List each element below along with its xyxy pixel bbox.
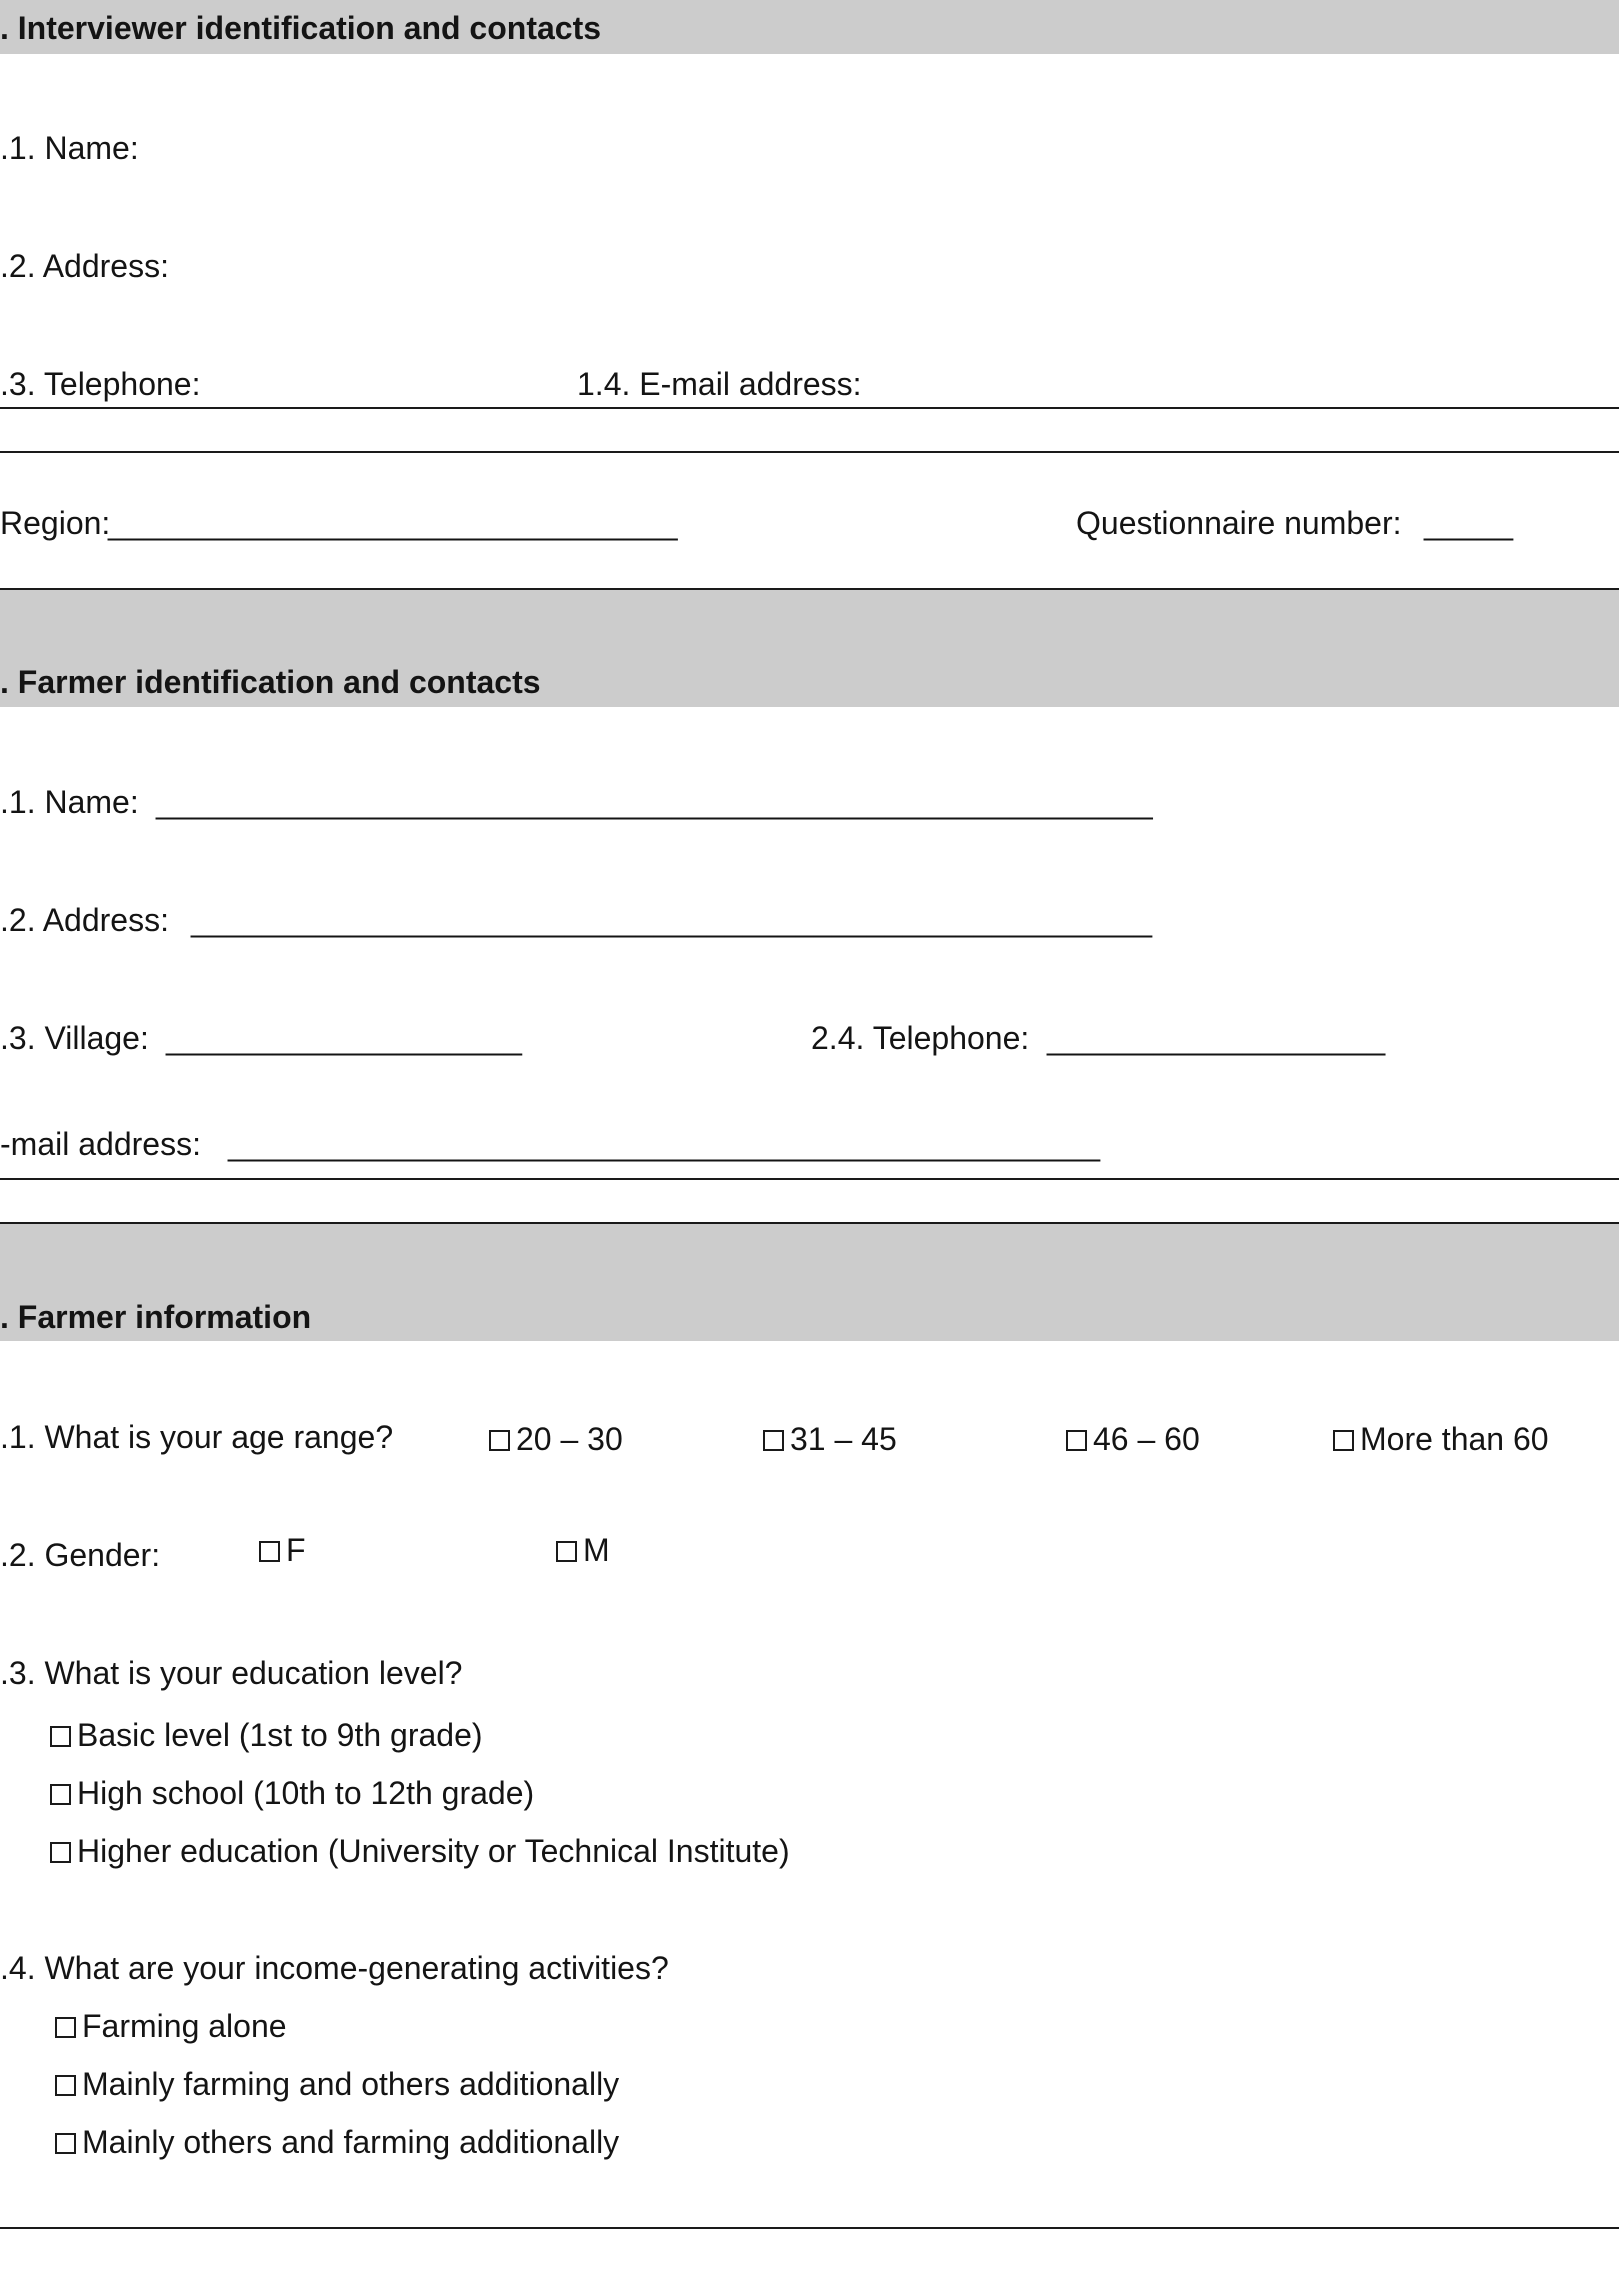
questionnaire-number-label: Questionnaire number: (1076, 505, 1402, 541)
income-option-mainly-others[interactable]: Mainly others and farming additionally (55, 2122, 619, 2162)
farmer-village-label: .3. Village: (0, 1020, 149, 1056)
farmer-address-field[interactable]: ______________________________________________________ (191, 902, 1153, 938)
farmer-address-label: .2. Address: (0, 902, 169, 938)
age-range-question: .1. What is your age range? (0, 1419, 394, 1455)
checkbox-icon[interactable] (55, 2017, 76, 2038)
age-option-more-than-60[interactable]: More than 60 (1333, 1419, 1549, 1459)
farmer-telephone-label: 2.4. Telephone: (811, 1020, 1030, 1056)
income-option-farming-alone[interactable]: Farming alone (55, 2006, 287, 2046)
checkbox-icon[interactable] (1066, 1430, 1087, 1451)
divider (0, 2227, 1619, 2229)
divider (0, 1178, 1619, 1180)
education-question: .3. What is your education level? (0, 1655, 463, 1691)
farmer-name-field[interactable]: ________________________________________________________ (156, 784, 1153, 820)
checkbox-icon[interactable] (556, 1541, 577, 1562)
divider (0, 451, 1619, 453)
section-2-heading: . Farmer identification and contacts (0, 664, 541, 700)
checkbox-icon[interactable] (259, 1541, 280, 1562)
interviewer-telephone-label: .3. Telephone: (0, 366, 201, 402)
income-option-mainly-farming[interactable]: Mainly farming and others additionally (55, 2064, 619, 2104)
divider (0, 407, 1619, 409)
farmer-email-label: -mail address: (0, 1126, 201, 1162)
checkbox-icon[interactable] (50, 1784, 71, 1805)
checkbox-icon[interactable] (489, 1430, 510, 1451)
section-1-heading: . Interviewer identification and contacts (0, 10, 602, 46)
region-label: Region: (0, 505, 111, 541)
age-option-20-30[interactable]: 20 – 30 (489, 1419, 623, 1459)
checkbox-icon[interactable] (763, 1430, 784, 1451)
checkbox-icon[interactable] (55, 2075, 76, 2096)
education-option-high-school[interactable]: High school (10th to 12th grade) (50, 1773, 534, 1813)
age-option-46-60[interactable]: 46 – 60 (1066, 1419, 1200, 1459)
income-activities-question: .4. What are your income-generating activities? (0, 1950, 669, 1986)
interviewer-email-label: 1.4. E-mail address: (577, 366, 862, 402)
farmer-name-label: .1. Name: (0, 784, 139, 820)
interviewer-address-label: .2. Address: (0, 248, 169, 284)
gender-option-m[interactable]: M (556, 1530, 610, 1570)
farmer-email-field[interactable]: _________________________________________________ (228, 1126, 1101, 1162)
education-option-basic[interactable]: Basic level (1st to 9th grade) (50, 1715, 483, 1755)
gender-question: .2. Gender: (0, 1537, 161, 1573)
education-option-higher[interactable]: Higher education (University or Technical Institute) (50, 1831, 790, 1871)
checkbox-icon[interactable] (50, 1726, 71, 1747)
region-field[interactable]: ________________________________ (108, 505, 678, 541)
checkbox-icon[interactable] (50, 1842, 71, 1863)
farmer-village-field[interactable]: ____________________ (166, 1020, 522, 1056)
questionnaire-number-field[interactable]: _____ (1424, 505, 1513, 541)
gender-option-f[interactable]: F (259, 1530, 306, 1570)
checkbox-icon[interactable] (55, 2133, 76, 2154)
checkbox-icon[interactable] (1333, 1430, 1354, 1451)
farmer-telephone-field[interactable]: ___________________ (1047, 1020, 1386, 1056)
section-3-heading: . Farmer information (0, 1299, 312, 1335)
interviewer-name-label: .1. Name: (0, 130, 139, 166)
age-option-31-45[interactable]: 31 – 45 (763, 1419, 897, 1459)
